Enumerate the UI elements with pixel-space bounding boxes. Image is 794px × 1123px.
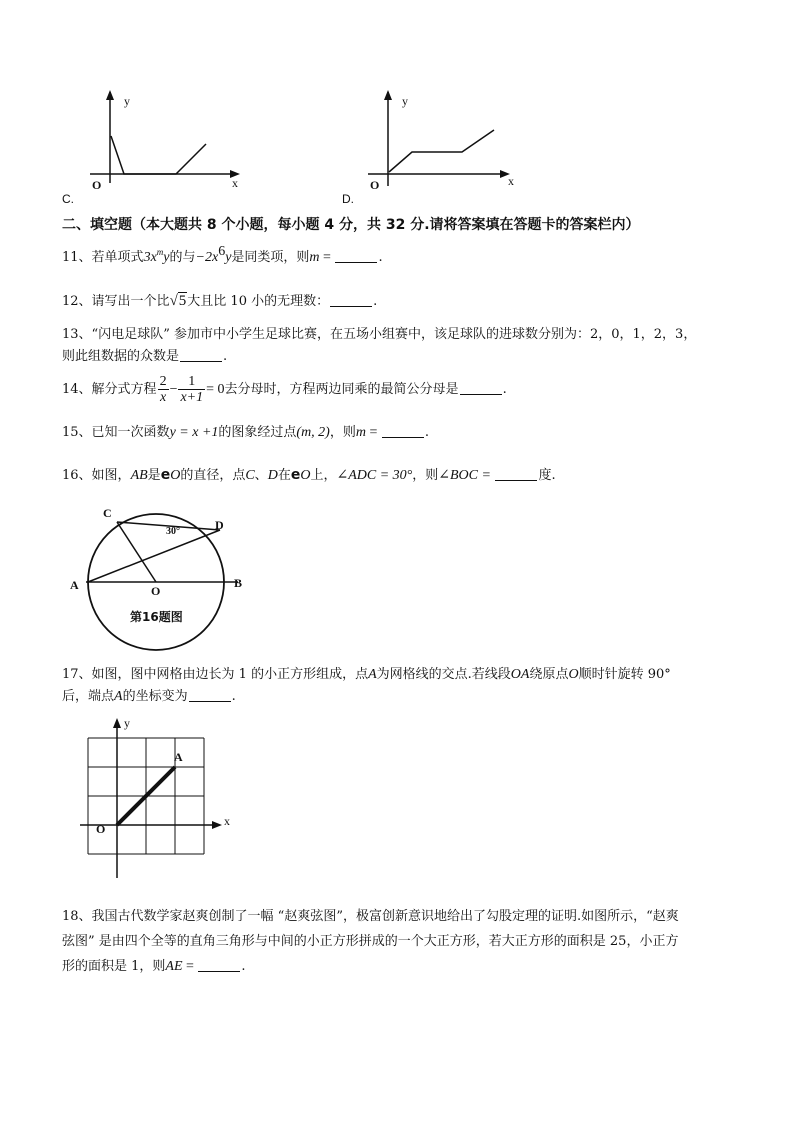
q11-exp-1: m	[156, 247, 164, 257]
q15-var-m: m	[355, 425, 366, 440]
q12-radicand: 5	[178, 293, 187, 309]
q17-a-1: A	[368, 667, 377, 682]
q11-var-m: m	[309, 250, 320, 265]
q13-number: 13、	[62, 327, 92, 342]
q17-end: .	[231, 689, 236, 704]
question-12	[62, 290, 377, 313]
q13-text-2: 则此组数据的众数是	[62, 349, 180, 364]
q13-text-1: “闪电足球队” 参加市中小学生足球比赛，在五场小组赛中，该足球队的进球数分别为：2，0，1，2，3，	[91, 327, 697, 342]
q13-end: .	[223, 349, 228, 364]
graph-c-x-label: x	[232, 176, 238, 190]
q12-end: .	[373, 294, 378, 309]
q16-circle-symbol-1: e	[160, 467, 171, 483]
fig16-label-b: B	[234, 576, 243, 590]
q14-denominator-2: x+1	[180, 390, 204, 405]
graph-d-origin-label: O	[370, 178, 380, 192]
graph-d-x-label: x	[508, 174, 514, 188]
q11-text-1: 若单项式	[91, 250, 144, 265]
q11-exp-2: 6	[218, 244, 226, 259]
q14-answer-blank[interactable]	[460, 380, 502, 395]
graph-d	[340, 88, 530, 210]
q18-line-1	[62, 904, 679, 929]
graph-c-origin-label: O	[92, 178, 102, 192]
q12-text-1: 请写出一个比	[91, 294, 170, 309]
q14-numerator-2: 1	[178, 374, 205, 390]
q17-line-1	[62, 664, 671, 686]
q15-answer-blank[interactable]	[382, 423, 424, 438]
q17-answer-blank[interactable]	[189, 687, 231, 702]
q16-d: D	[267, 468, 278, 483]
q16-o-1: O	[170, 468, 181, 483]
q13-line-1	[62, 324, 696, 346]
q12-sqrt: √5	[169, 293, 187, 309]
section-heading: 二、填空题（本大题共 8 个小题，每小题 4 分，共 32 分.请将答案填在答题卡的答案栏内）	[62, 217, 640, 233]
q18-answer-blank[interactable]	[198, 957, 240, 972]
graph-c-y-arrow	[106, 90, 114, 100]
q18-end: .	[241, 959, 246, 974]
q17-oa: OA	[510, 667, 530, 682]
fig16-label-deg: 30°	[166, 526, 180, 537]
graph-c-curve	[111, 136, 206, 174]
graph-d-curve	[389, 130, 494, 172]
q18-text-2: 弦图” 是由四个全等的直角三角形与中间的小正方形拼成的一个大正方形，若大正方形的面积是 25，小正方	[62, 934, 679, 949]
q16-sep: 、	[254, 468, 268, 483]
q16-c: C	[245, 468, 255, 483]
fig17-label-y: y	[124, 716, 130, 730]
q17-text-3: 绕原点	[529, 667, 569, 682]
fig16-label-c: C	[103, 506, 112, 520]
q17-text-6: 的坐标变为	[122, 689, 188, 704]
question-16	[62, 464, 556, 487]
figure-16	[62, 504, 262, 654]
figure-17-svg	[64, 716, 254, 886]
fig17-y-arrow	[113, 718, 121, 728]
q14-numerator-1: 2	[159, 374, 167, 389]
q11-coef-2: −2x	[195, 250, 219, 265]
q18-line-3	[62, 954, 679, 979]
q12-text-2: 大且比 10 小的无理数：	[187, 294, 330, 309]
q18-equals: =	[182, 959, 198, 974]
q15-number: 15、	[62, 425, 92, 440]
q16-text-2: 是	[147, 468, 161, 483]
figure-17	[64, 716, 254, 886]
q11-var-2: y	[225, 250, 232, 265]
q17-a-2: A	[114, 689, 123, 704]
question-14	[62, 372, 507, 408]
q11-text-3: 是同类项，则	[231, 250, 310, 265]
q14-fraction-2	[178, 374, 205, 405]
q14-minus: −	[169, 382, 178, 397]
q16-number: 16、	[62, 468, 92, 483]
q16-o-2: O	[300, 468, 311, 483]
figure-16-svg	[62, 504, 262, 654]
q16-text-5: 上，	[310, 468, 337, 483]
graph-c-y-label: y	[124, 94, 130, 108]
q18-number: 18、	[62, 909, 92, 924]
q15-text-3: ，则	[329, 425, 356, 440]
graph-c-letter: C.	[62, 192, 74, 206]
question-15	[62, 422, 429, 444]
q15-point: (m, 2)	[296, 425, 330, 440]
q17-line-2	[62, 686, 671, 708]
q14-end: .	[502, 382, 507, 397]
q11-number: 11、	[62, 250, 92, 265]
fig17-label-x: x	[224, 814, 230, 828]
fig16-label-d: D	[215, 518, 224, 532]
q16-circle-symbol-2: e	[290, 467, 301, 483]
fig17-label-o: O	[96, 822, 106, 836]
question-18	[62, 904, 679, 979]
q17-text-2: 为网格线的交点.若线段	[376, 667, 511, 682]
q13-answer-blank[interactable]	[180, 347, 222, 362]
q11-var-1: y	[163, 250, 170, 265]
q18-text-3: 形的面积是 1，则	[62, 959, 166, 974]
q14-fraction-1	[158, 374, 169, 405]
graph-c-svg	[60, 88, 250, 210]
fig16-chord-ad	[88, 530, 220, 582]
question-11	[62, 244, 383, 269]
graph-d-svg	[340, 88, 530, 210]
q17-text-5: 后，端点	[62, 689, 115, 704]
graph-d-y-label: y	[402, 94, 408, 108]
q17-number: 17、	[62, 667, 92, 682]
q16-answer-blank[interactable]	[495, 466, 537, 481]
q11-monomial-1	[143, 247, 170, 265]
q14-text-1: 解分式方程	[91, 382, 157, 397]
q16-text-3: 的直径，点	[180, 468, 246, 483]
fig17-x-arrow	[212, 821, 222, 829]
q16-angle-adc: ∠ADC = 30°	[336, 468, 413, 483]
q16-text-7: 度.	[538, 468, 556, 483]
q11-end: .	[378, 250, 383, 265]
q16-text-6: ，则	[412, 468, 439, 483]
question-17	[62, 664, 671, 708]
q16-text-1: 如图，	[91, 468, 131, 483]
graph-d-y-arrow	[384, 90, 392, 100]
graph-d-letter: D.	[342, 192, 354, 206]
fig16-segment-co	[117, 522, 156, 582]
q15-text-1: 已知一次函数	[91, 425, 170, 440]
q15-equals: =	[365, 425, 381, 440]
q14-number: 14、	[62, 382, 92, 397]
q14-equals-zero: = 0	[206, 382, 225, 397]
graph-c	[60, 88, 250, 210]
fig16-caption: 第16题图	[130, 610, 183, 624]
q13-line-2	[62, 346, 696, 368]
q18-text-1: 我国古代数学家赵爽创制了一幅 “赵爽弦图”，极富创新意识地给出了勾股定理的证明.如图所示，“赵爽	[91, 909, 679, 924]
q17-o: O	[568, 667, 579, 682]
q18-line-2	[62, 929, 679, 954]
fig16-label-a: A	[70, 578, 79, 592]
fig17-label-a: A	[174, 750, 183, 764]
q11-answer-blank[interactable]	[335, 248, 377, 263]
q17-text-1: 如图，图中网格由边长为 1 的小正方形组成，点	[91, 667, 369, 682]
q11-monomial-2	[195, 244, 232, 265]
q11-text-2: 的与	[169, 250, 196, 265]
q17-text-4: 顺时针旋转 90°	[578, 667, 671, 682]
q16-text-4: 在	[277, 468, 291, 483]
question-13	[62, 324, 696, 368]
q11-equals: =	[319, 250, 335, 265]
fig16-label-o: O	[151, 584, 161, 598]
q16-angle-boc: ∠BOC =	[438, 468, 495, 483]
q12-answer-blank[interactable]	[330, 292, 372, 307]
q14-denominator-1: x	[159, 390, 167, 405]
q14-text-2: 去分母时，方程两边同乘的最简公分母是	[224, 382, 459, 397]
q15-text-2: 的图象经过点	[218, 425, 297, 440]
q16-ab: AB	[130, 468, 148, 483]
q18-ae: AE	[165, 959, 183, 974]
q15-function: y = x +1	[169, 425, 219, 440]
q11-coef-1: 3x	[143, 250, 157, 265]
q15-end: .	[424, 425, 430, 440]
q12-number: 12、	[62, 294, 92, 309]
